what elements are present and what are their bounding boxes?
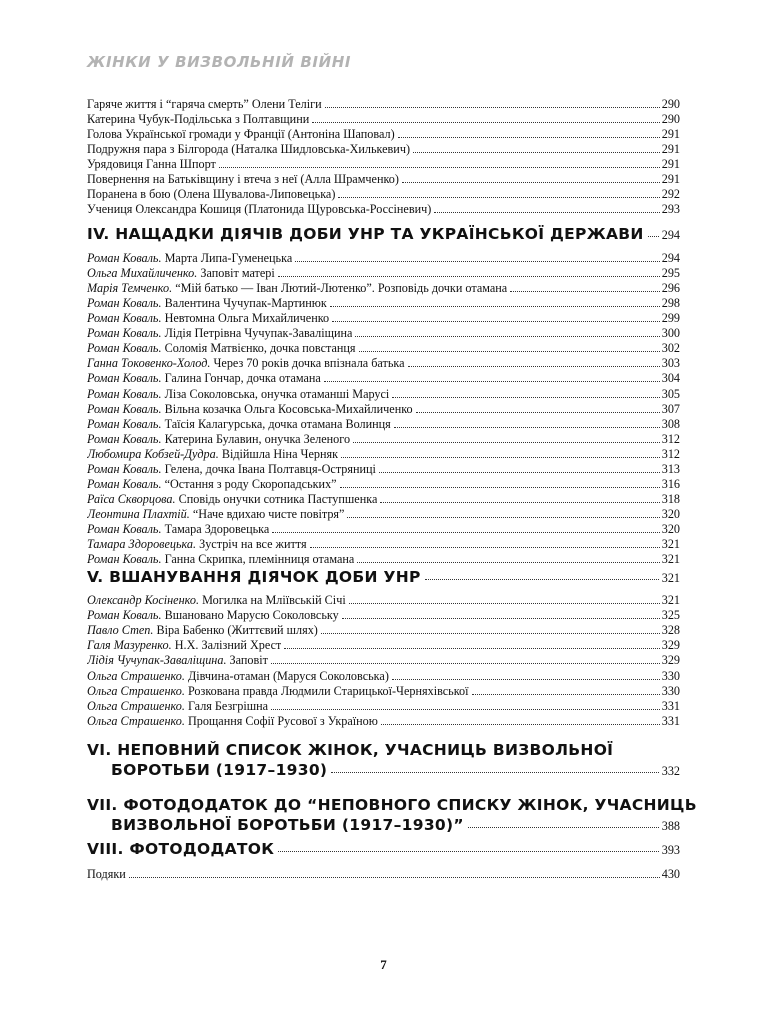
toc-entry[interactable]: [87, 402, 680, 417]
toc-entry[interactable]: [87, 371, 680, 386]
entry-title: Сповідь онучки сотника Паступшенка: [178, 491, 378, 506]
toc-entry[interactable]: [87, 432, 680, 447]
dot-leader: [321, 633, 660, 634]
entry-text: [87, 266, 275, 281]
entry-text: [87, 341, 356, 356]
dot-leader: [472, 694, 660, 695]
entry-page-number: 325: [661, 608, 680, 623]
toc-entry[interactable]: [87, 326, 680, 341]
entry-page-number: 305: [661, 386, 680, 401]
entry-text: [87, 202, 431, 217]
entry-page-number: 330: [661, 668, 680, 683]
entry-title: Невтомна Ольга Михайличенко: [164, 311, 330, 326]
entry-page-number: 308: [661, 416, 680, 431]
toc-entry[interactable]: [87, 387, 680, 402]
entry-page-number: 290: [661, 97, 680, 111]
entry-page-number: 316: [661, 476, 680, 491]
entry-title: Вшановано Марусю Соколовську: [164, 608, 339, 623]
section-title-line-1: VII. ФОТОДОДАТОК ДО “НЕПОВНОГО СПИСКУ ЖІНОК, УЧАСНИЦЬ: [87, 796, 697, 814]
entry-text: [87, 326, 352, 341]
dot-leader: [408, 366, 660, 367]
dot-leader: [295, 261, 659, 262]
entry-text: [87, 593, 346, 608]
entry-page-number: 329: [661, 638, 680, 653]
entry-title: Віра Бабенко (Життєвий шлях): [156, 623, 318, 638]
entry-title: Соломія Матвієнко, дочка повстанця: [164, 341, 356, 356]
dot-leader: [310, 547, 660, 548]
dot-leader: [510, 291, 660, 292]
dot-leader: [416, 412, 660, 413]
entry-text: [87, 608, 339, 623]
entry-author: Ольга Страшенко.: [87, 683, 185, 698]
entry-author: Любомира Кобзей-Дудра.: [87, 446, 219, 461]
dot-leader: [312, 122, 659, 123]
entry-page-number: 295: [661, 266, 680, 281]
section-title-line-2: БОРОТЬБИ (1917–1930): [111, 761, 328, 779]
section-page-number: 332: [661, 764, 680, 778]
toc-entry[interactable]: [87, 142, 680, 157]
toc-entry[interactable]: [87, 477, 680, 492]
entry-author: Раїса Скворцова.: [87, 491, 176, 506]
toc-entry[interactable]: [87, 699, 680, 714]
toc-entry[interactable]: [87, 112, 680, 127]
entry-author: Роман Коваль.: [87, 371, 162, 386]
entry-author: Роман Коваль.: [87, 608, 162, 623]
entry-title: Ліза Соколовська, онучка отаманші Марусі: [164, 386, 390, 401]
entry-text: [87, 296, 327, 311]
entry-page-number: 313: [661, 461, 680, 476]
entry-page-number: 302: [661, 341, 680, 356]
entry-page-number: 294: [661, 251, 680, 265]
entry-author: Роман Коваль.: [87, 296, 162, 311]
entry-text: [87, 417, 391, 432]
entry-title: Повернення на Батьківщину і втеча з неї (Алла Шрамченко): [87, 172, 399, 186]
entry-title: Катерина Чубук-Подільська з Полтавщини: [87, 112, 310, 126]
entry-text: [87, 311, 329, 326]
entry-title: Через 70 років дочка впізнала батька: [213, 356, 405, 371]
entry-author: Марія Темченко.: [87, 281, 173, 296]
dot-leader: [271, 709, 660, 710]
entry-text: [87, 477, 337, 492]
entry-text: [87, 462, 376, 477]
dot-leader: [330, 306, 660, 307]
toc-section-viii[interactable]: [87, 840, 680, 858]
entry-page-number: 320: [661, 507, 680, 522]
entry-text: [87, 653, 268, 668]
entry-page-number: 330: [661, 683, 680, 698]
entry-text: [87, 684, 469, 699]
toc-entry[interactable]: [87, 593, 680, 608]
entry-title: Зустріч на все життя: [199, 537, 307, 552]
toc-entry[interactable]: [87, 684, 680, 699]
entry-text: [87, 387, 389, 402]
toc-entry[interactable]: [87, 296, 680, 311]
dot-leader: [347, 517, 659, 518]
entry-text: [87, 127, 395, 142]
entry-text: [87, 492, 377, 507]
section-title: VIII. ФОТОДОДАТОК: [87, 840, 275, 858]
dot-leader: [340, 487, 660, 488]
entry-text: [87, 623, 318, 638]
dot-leader: [349, 603, 660, 604]
entry-text: [87, 507, 344, 522]
section-page-number: 321: [661, 571, 680, 585]
dot-leader: [402, 182, 660, 183]
toc-entry[interactable]: [87, 462, 680, 477]
dot-leader: [434, 212, 659, 213]
dot-leader: [359, 351, 660, 352]
entry-author: Ольга Страшенко.: [87, 713, 185, 728]
entry-title: Лідія Петрівна Чучупак-Заваліщина: [164, 326, 353, 341]
dot-leader: [324, 381, 660, 382]
entry-page-number: 331: [661, 698, 680, 713]
entry-title: Прощання Софії Русової з Україною: [187, 713, 378, 728]
entry-title: Голова Української громади у Франції (Антоніна Шаповал): [87, 127, 395, 141]
entry-text: [87, 112, 309, 127]
entry-text: [87, 172, 399, 187]
entry-text: [87, 157, 216, 172]
toc-entry[interactable]: [87, 341, 680, 356]
section-title-line-2: ВИЗВОЛЬНОЇ БОРОТЬБИ (1917–1930)”: [111, 816, 464, 834]
entry-author: Роман Коваль.: [87, 416, 162, 431]
entry-text: [87, 432, 350, 447]
toc-entry[interactable]: [87, 537, 680, 552]
dot-leader: [468, 827, 659, 828]
entry-title: Могилка на Мліївській Січі: [202, 593, 346, 607]
entry-page-number: 304: [661, 371, 680, 386]
entry-text: [87, 142, 410, 157]
dot-leader: [394, 427, 660, 428]
toc-entry[interactable]: [87, 447, 680, 462]
entry-page-number: 312: [661, 446, 680, 461]
entry-author: Ольга Страшенко.: [87, 698, 185, 713]
entry-title: Н.Х. Залізний Хрест: [174, 638, 282, 653]
toc-entry[interactable]: [87, 638, 680, 653]
entry-page-number: 292: [661, 187, 680, 201]
toc-section-vii[interactable]: [87, 795, 697, 836]
entry-title: Галя Безгрішна: [187, 698, 269, 713]
dot-leader: [338, 197, 659, 198]
dot-leader: [413, 152, 660, 153]
entry-text: [87, 251, 292, 266]
entry-text: [87, 669, 389, 684]
dot-leader: [278, 276, 660, 277]
toc-entry[interactable]: [87, 507, 680, 522]
entry-author: Леонтина Плахтій.: [87, 507, 190, 522]
toc-entry[interactable]: [87, 552, 680, 567]
entry-author: Роман Коваль.: [87, 251, 162, 265]
entry-page-number: 321: [661, 537, 680, 552]
dot-leader: [355, 336, 659, 337]
entry-page-number: 299: [661, 311, 680, 326]
entry-page-number: 291: [661, 157, 680, 171]
section-title-row-2: [87, 760, 680, 781]
entry-title: Валентина Чучупак-Мартинюк: [164, 296, 327, 311]
entry-author: Роман Коваль.: [87, 311, 162, 326]
dot-leader: [272, 532, 659, 533]
entry-title: Заповіт: [229, 653, 268, 668]
entry-page-number: 303: [661, 356, 680, 371]
entry-author: Галя Мазуренко.: [87, 638, 172, 653]
entry-author: Роман Коваль.: [87, 431, 162, 446]
entry-page-number: 291: [661, 172, 680, 186]
dot-leader: [271, 663, 660, 664]
entry-title: Ганна Скрипка, племінниця отамана: [164, 552, 355, 567]
entry-page-number: 290: [661, 112, 680, 126]
section-page-number: 388: [661, 819, 680, 833]
toc-entry[interactable]: [87, 266, 680, 281]
entry-page-number: 321: [661, 552, 680, 567]
section-page-number: 393: [661, 843, 680, 857]
toc-entry[interactable]: [87, 281, 680, 296]
entry-title: Поранена в бою (Олена Шувалова-Липовецька): [87, 187, 336, 201]
toc-entry[interactable]: [87, 202, 680, 217]
toc-entry[interactable]: [87, 356, 680, 371]
toc-entry[interactable]: [87, 653, 680, 668]
running-header: ЖІНКИ У ВИЗВОЛЬНІЙ ВІЙНІ: [87, 53, 352, 71]
entry-title: Вільна козачка Ольга Косовська-Михайличенко: [164, 401, 413, 416]
entry-title: Розкована правда Людмили Старицької-Черняхівської: [187, 683, 469, 698]
toc-entry[interactable]: [87, 157, 680, 172]
entry-author: Роман Коваль.: [87, 341, 162, 356]
entry-text: [87, 638, 281, 653]
section-title-row-2: [87, 815, 680, 836]
entry-title: Відійшла Ніна Черняк: [221, 446, 338, 461]
dot-leader: [398, 137, 660, 138]
toc-section-iv[interactable]: [87, 225, 680, 243]
entry-text: [87, 371, 321, 386]
entry-text: [87, 402, 413, 417]
entry-text: [87, 552, 354, 567]
entry-author: Роман Коваль.: [87, 522, 162, 537]
entry-page-number: 312: [661, 431, 680, 446]
entry-title: Подяки: [87, 867, 126, 881]
entry-page-number: 331: [661, 713, 680, 728]
toc-entry[interactable]: [87, 522, 680, 537]
entry-title: Учениця Олександра Кошиця (Платонида Щуровська-Россіневич): [87, 202, 432, 216]
entry-title: Марта Липа-Гуменецька: [164, 251, 293, 265]
section-title: V. ВШАНУВАННЯ ДІЯЧОК ДОБИ УНР: [87, 568, 421, 586]
toc-entry[interactable]: [87, 187, 680, 202]
dot-leader: [284, 648, 659, 649]
entry-author: Роман Коваль.: [87, 401, 162, 416]
dot-leader: [648, 236, 659, 237]
toc-entry[interactable]: [87, 492, 680, 507]
entry-text: [87, 356, 405, 371]
entry-title: Таїсія Калагурська, дочка отамана Волинця: [164, 416, 391, 431]
entry-page-number: 291: [661, 142, 680, 156]
entry-text: [87, 537, 307, 552]
entry-author: Ольга Страшенко.: [87, 668, 185, 683]
dot-leader: [129, 877, 660, 878]
dot-leader: [219, 167, 660, 168]
entry-page-number: 320: [661, 522, 680, 537]
dot-leader: [392, 679, 660, 680]
dot-leader: [331, 772, 658, 773]
toc-entry[interactable]: [87, 669, 680, 684]
entry-page-number: 293: [661, 202, 680, 216]
dot-leader: [325, 107, 660, 108]
dot-leader: [342, 618, 660, 619]
entry-author: Ольга Михайличенко.: [87, 266, 198, 281]
entry-page-number: 300: [661, 326, 680, 341]
entry-text: [87, 699, 268, 714]
entry-page-number: 296: [661, 281, 680, 296]
toc-section-vi[interactable]: [87, 740, 680, 781]
entry-page-number: 329: [661, 653, 680, 668]
entry-text: [87, 714, 378, 729]
entry-page-number: 328: [661, 623, 680, 638]
dot-leader: [278, 851, 659, 852]
section-title-line-1: VI. НЕПОВНИЙ СПИСОК ЖІНОК, УЧАСНИЦЬ ВИЗВОЛЬНОЇ: [87, 741, 614, 759]
entry-author: Олександр Косіненко.: [87, 593, 200, 607]
toc-entry[interactable]: [87, 127, 680, 142]
toc-entry[interactable]: [87, 311, 680, 326]
entry-title: Заповіт матері: [200, 266, 275, 281]
entry-title: Катерина Булавин, онучка Зеленого: [164, 431, 351, 446]
entry-author: Тамара Здоровецька.: [87, 537, 197, 552]
entry-page-number: 291: [661, 127, 680, 141]
entry-author: Павло Степ.: [87, 623, 154, 638]
toc-entry[interactable]: [87, 172, 680, 187]
entry-author: Ганна Токовенко-Холод.: [87, 356, 211, 371]
dot-leader: [392, 397, 659, 398]
entry-title: Тамара Здоровецька: [164, 522, 270, 537]
dot-leader: [425, 579, 659, 580]
section-page-number: 294: [661, 228, 680, 242]
entry-title: Урядовиця Ганна Шпорт: [87, 157, 216, 171]
toc-entry[interactable]: [87, 623, 680, 638]
entry-author: Роман Коваль.: [87, 461, 162, 476]
entry-page-number: 430: [661, 867, 680, 881]
entry-title: “Мій батько — Іван Лютий-Лютенко”. Розповідь дочки отамана: [175, 281, 508, 296]
dot-leader: [380, 502, 659, 503]
entry-page-number: 321: [661, 593, 680, 607]
entry-author: Роман Коваль.: [87, 386, 162, 401]
toc-section-v[interactable]: [87, 568, 680, 586]
entry-title: “Наче вдихаю чисте повітря”: [192, 507, 345, 522]
dot-leader: [332, 321, 660, 322]
entry-title: Галина Гончар, дочка отамана: [164, 371, 321, 386]
dot-leader: [353, 442, 660, 443]
entry-author: Лідія Чучупак-Заваліщина.: [87, 653, 227, 668]
dot-leader: [341, 457, 660, 458]
page-number: 7: [380, 957, 387, 972]
toc-entry[interactable]: [87, 417, 680, 432]
toc-entry[interactable]: [87, 97, 680, 112]
entry-text: [87, 281, 507, 296]
entry-title: “Остання з роду Скоропадських”: [164, 476, 337, 491]
dot-leader: [357, 562, 659, 563]
entry-title: Гелена, дочка Івана Полтавця-Остряниці: [164, 461, 376, 476]
dot-leader: [379, 472, 660, 473]
entry-page-number: 307: [661, 401, 680, 416]
entry-text: [87, 522, 269, 537]
toc-entry[interactable]: [87, 251, 680, 266]
entry-page-number: 298: [661, 296, 680, 311]
entry-author: Роман Коваль.: [87, 326, 162, 341]
entry-author: Роман Коваль.: [87, 476, 162, 491]
entry-page-number: 318: [661, 491, 680, 506]
entry-author: Роман Коваль.: [87, 552, 162, 567]
toc-entry-acknowledgments[interactable]: [87, 867, 680, 882]
toc-entry[interactable]: [87, 714, 680, 729]
entry-text: [87, 97, 322, 112]
entry-title: Гаряче життя і “гаряча смерть” Олени Теліги: [87, 97, 322, 111]
dot-leader: [381, 724, 660, 725]
section-title: IV. НАЩАДКИ ДІЯЧІВ ДОБИ УНР ТА УКРАЇНСЬКОЇ ДЕРЖАВИ: [87, 225, 644, 243]
entry-title: Дівчина-отаман (Маруся Соколовська): [187, 668, 389, 683]
entry-text: [87, 187, 335, 202]
entry-title: Подружня пара з Білгорода (Наталка Шидловська-Хилькевич): [87, 142, 411, 156]
toc-entry[interactable]: [87, 608, 680, 623]
entry-text: [87, 447, 338, 462]
